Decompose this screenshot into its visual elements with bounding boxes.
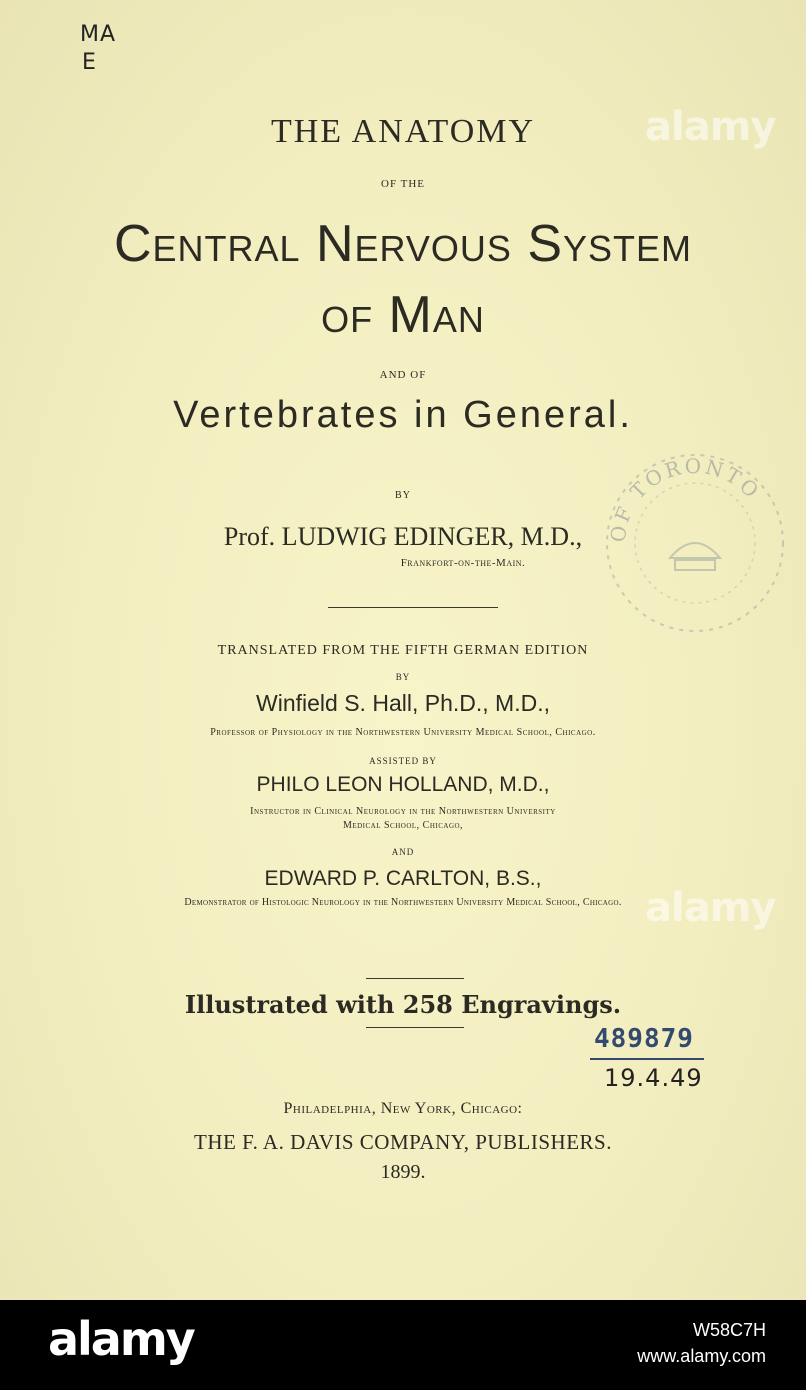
handwritten-mark-1: MA xyxy=(80,22,117,47)
divider-rule-1 xyxy=(328,607,498,608)
assisted-by: ASSISTED BY xyxy=(369,756,437,766)
author-by: BY xyxy=(395,490,411,501)
title-line-1: THE ANATOMY xyxy=(270,113,536,150)
and-label: AND xyxy=(391,847,415,857)
assistant-1-role-line-1: Instructor in Clinical Neurology in the Northwestern University xyxy=(250,806,556,817)
translator-by: BY xyxy=(395,672,411,682)
title-line-3: of Man xyxy=(321,286,485,344)
title-and-of: AND OF xyxy=(379,369,427,381)
author-place: Frankfort-on-the-Main. xyxy=(400,557,526,569)
title-of-the: OF THE xyxy=(381,178,425,190)
publisher-name: THE F. A. DAVIS COMPANY, PUBLISHERS. xyxy=(194,1130,612,1154)
illustrations-note: Illustrated with 258 Engravings. xyxy=(184,990,622,1019)
watermark-logo: alamy xyxy=(645,104,776,150)
publication-year: 1899. xyxy=(380,1161,426,1183)
handwritten-mark-2: E xyxy=(82,50,96,75)
library-stamp xyxy=(600,448,790,638)
title-line-4: Vertebrates in General. xyxy=(173,394,633,436)
divider-rule-3 xyxy=(366,1027,464,1028)
image-id: W58C7H xyxy=(692,1320,766,1340)
translator-role: Professor of Physiology in the Northwestern University Medical School, Chicago. xyxy=(210,727,596,738)
alamy-logo: alamy xyxy=(48,1312,194,1366)
assistant-2-role: Demonstrator of Histologic Neurology in the Northwestern University Medical School, Chicago. xyxy=(184,897,622,908)
site-url: www.alamy.com xyxy=(637,1346,766,1366)
accession-underline xyxy=(590,1058,704,1060)
divider-rule-2 xyxy=(366,978,464,979)
accession-number: 489879 xyxy=(594,1024,694,1054)
publisher-places: Philadelphia, New York, Chicago: xyxy=(283,1100,523,1117)
stamp-text: OF TORONTO xyxy=(605,453,766,544)
handwritten-date: 19.4.49 xyxy=(604,1064,703,1092)
assistant-1-name: PHILO LEON HOLLAND, M.D., xyxy=(256,773,550,796)
watermark-logo-2: alamy xyxy=(645,885,776,931)
author-name: Prof. LUDWIG EDINGER, M.D., xyxy=(223,522,583,551)
assistant-2-name: EDWARD P. CARLTON, B.S., xyxy=(264,867,542,890)
title-line-2: Central Nervous System xyxy=(113,215,693,273)
translation-note: TRANSLATED FROM THE FIFTH GERMAN EDITION xyxy=(217,643,589,658)
assistant-1-role-line-2: Medical School, Chicago, xyxy=(342,820,464,831)
translator-name: Winfield S. Hall, Ph.D., M.D., xyxy=(256,690,550,716)
